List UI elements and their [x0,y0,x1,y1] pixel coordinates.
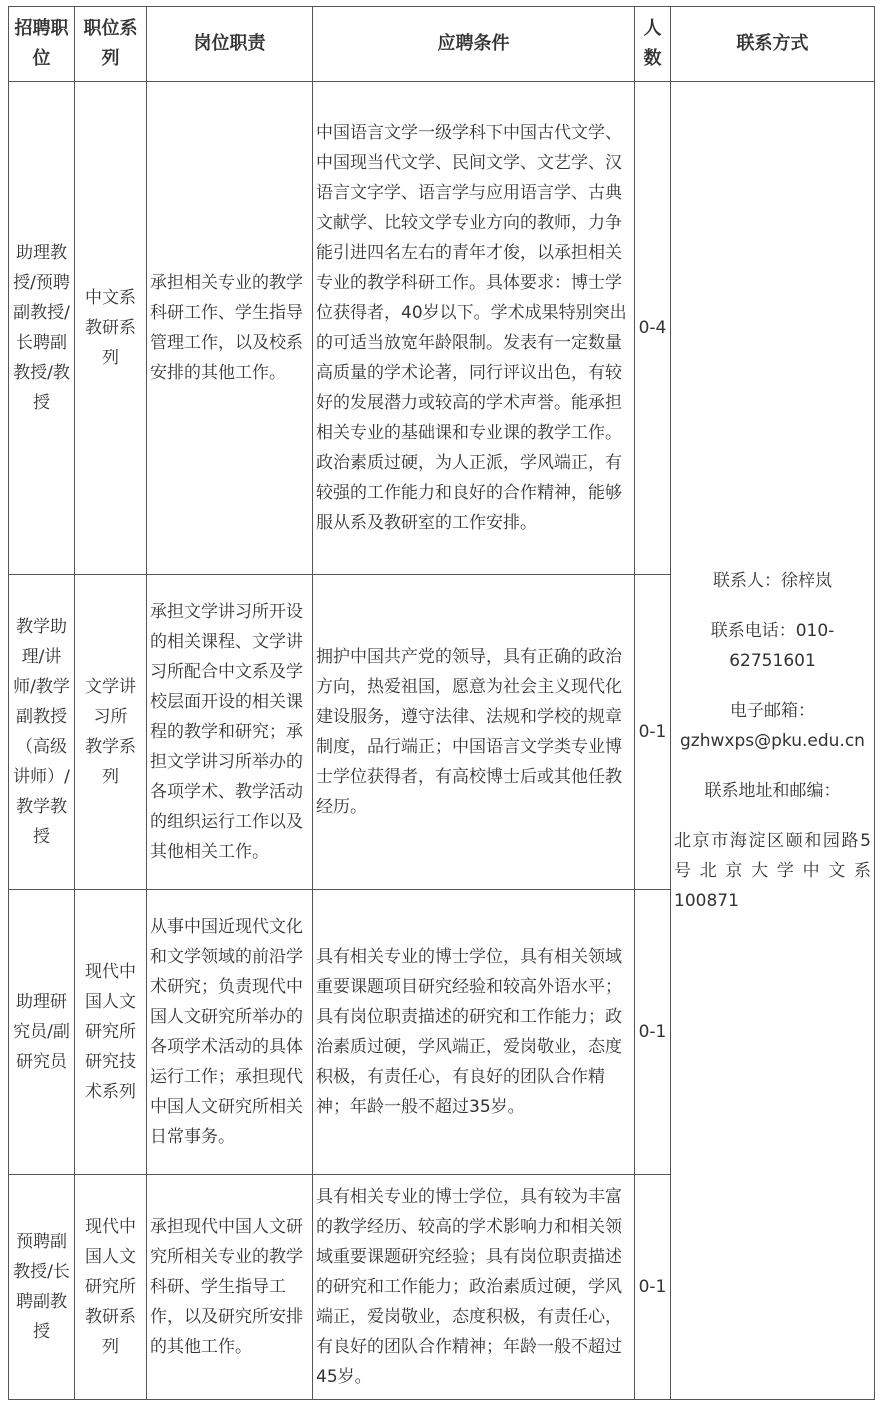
contact-address-label: 联系地址和邮编： [704,780,841,801]
header-count: 人数 [635,7,671,82]
contact-email-label: 电子邮箱： [730,700,815,721]
requirements-cell: 具有相关专业的博士学位，具有相关领域重要课题项目研究经验和较高外语水平；具有岗位职责描述的研究和工作能力；政治素质过硬，学风端正，爱岗敬业，态度积极，有责任心，有良好的团队合作精神；年龄一般不超过35岁。 [313,890,635,1175]
series-line: 教学系列 [85,737,136,787]
contact-email-block [674,696,871,756]
requirements-cell: 具有相关专业的博士学位，具有较为丰富的教学经历、较高的学术影响力和相关领域重要课题研究经验；具有岗位职责描述的研究和工作能力；政治素质过硬，学风端正，爱岗敬业，态度积极，有责任心，有良好的团队合作精神；年龄一般不超过45岁。 [313,1175,635,1400]
series-cell [75,82,147,575]
series-line: 中文系 [85,288,136,308]
duties-cell: 承担文学讲习所开设的相关课程、文学讲习所配合中文系及学校层面开设的相关课程的教学和研究；承担文学讲习所举办的各项学术、教学活动的组织运行工作以及其他相关工作。 [147,575,313,890]
position-cell: 教学助理/讲师/教学副教授（高级讲师）/教学教授 [9,575,75,890]
recruitment-table [8,6,875,1400]
position-cell: 助理研究员/副研究员 [9,890,75,1175]
contact-cell [671,82,875,1400]
count-cell: 0-1 [635,1175,671,1400]
header-position: 招聘职位 [9,7,75,82]
header-row [9,7,875,82]
series-line: 现代中国人文研究所研究技术系列 [85,962,136,1102]
requirements-cell: 中国语言文学一级学科下中国古代文学、中国现当代文学、民间文学、文艺学、汉语言文字学、语言学与应用语言学、古典文献学、比较文学专业方向的教师，力争能引进四名左右的青年才俊，以承担相关专业的教学科研工作。具体要求：博士学位获得者，40岁以下。学术成果特别突出的可适当放宽年龄限制。发表有一定数量高质量的学术论著，同行评议出色，有较好的发展潜力或较高的学术声誉。能承担相关专业的基础课和专业课的教学工作。政治素质过硬，为人正派，学风端正，有较强的工作能力和良好的合作精神，能够服从系及教研室的工作安排。 [313,82,635,575]
series-line: 现代中国人文研究所教研系列 [85,1217,136,1357]
series-line: 教研系列 [85,318,136,368]
contact-address: 北京市海淀区颐和园路5号北京大学中文系100871 [674,830,871,911]
contact-email: gzhwxps@pku.edu.cn [680,730,865,751]
duties-cell: 承担现代中国人文研究所相关专业的教学科研、学生指导工作，以及研究所安排的其他工作。 [147,1175,313,1400]
series-cell [75,575,147,890]
count-cell: 0-4 [635,82,671,575]
position-cell: 预聘副教授/长聘副教授 [9,1175,75,1400]
duties-cell: 从事中国近现代文化和文学领域的前沿学术研究；负责现代中国人文研究所举办的各项学术活动的具体运行工作；承担现代中国人文研究所相关日常事务。 [147,890,313,1175]
header-requirements: 应聘条件 [313,7,635,82]
position-cell: 助理教授/预聘副教授/长聘副教授/教授 [9,82,75,575]
series-cell [75,890,147,1175]
header-contact: 联系方式 [671,7,875,82]
header-series: 职位系列 [75,7,147,82]
requirements-cell: 拥护中国共产党的领导，具有正确的政治方向，热爱祖国，愿意为社会主义现代化建设服务，遵守法律、法规和学校的规章制度，品行端正；中国语言文学类专业博士学位获得者，有高校博士后或其他任教经历。 [313,575,635,890]
header-duties: 岗位职责 [147,7,313,82]
duties-cell: 承担相关专业的教学科研工作、学生指导管理工作，以及校系安排的其他工作。 [147,82,313,575]
count-cell: 0-1 [635,890,671,1175]
series-line: 文学讲习所 [85,677,136,727]
contact-person: 联系人：徐梓岚 [713,570,832,591]
series-cell [75,1175,147,1400]
count-cell: 0-1 [635,575,671,890]
table-row [9,82,875,575]
contact-phone: 联系电话：010-62751601 [710,620,835,671]
